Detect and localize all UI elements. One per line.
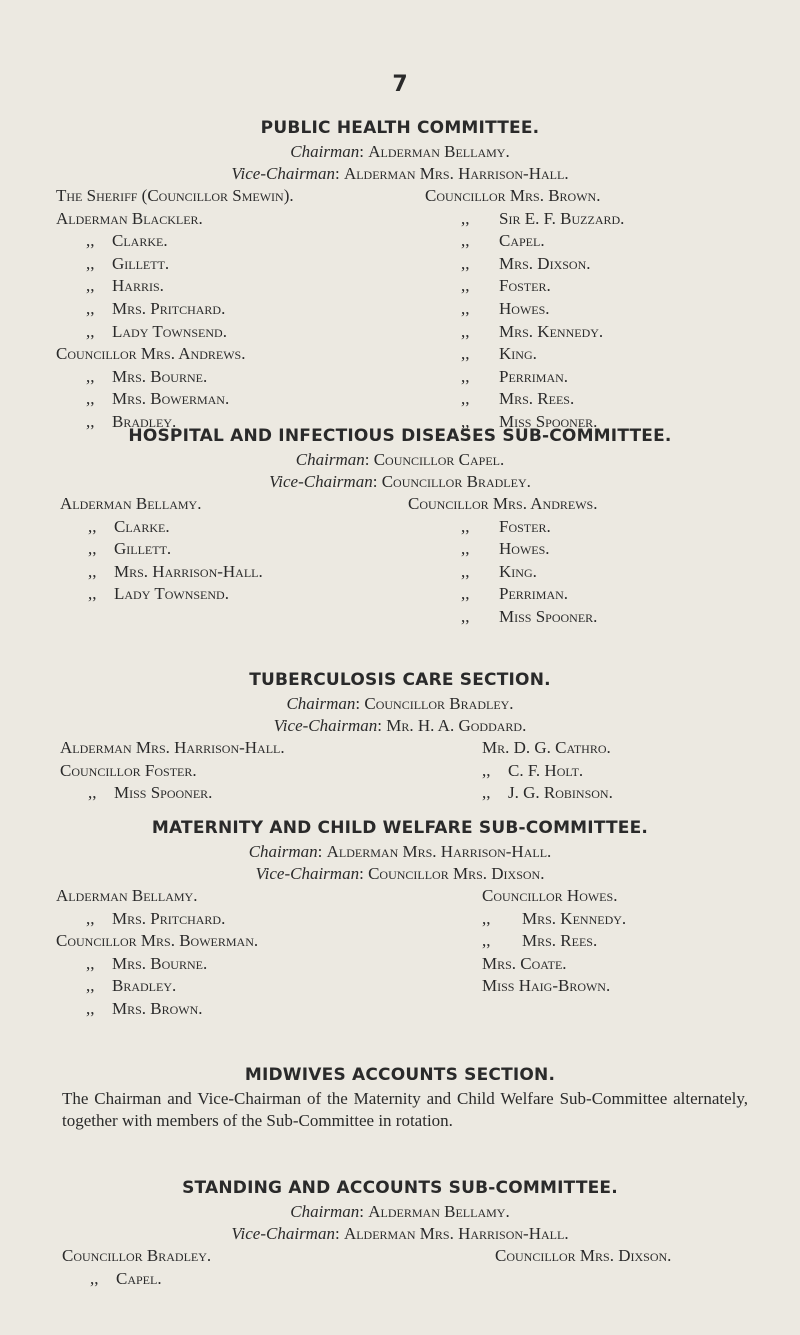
member: ,, Foster. (408, 516, 597, 539)
member: Alderman Blackler. (56, 208, 203, 228)
vice-chairman-line: Vice-Chairman: Alderman Mrs. Harrison-Hall. (231, 1224, 569, 1243)
member: ,, Capel. (62, 1268, 211, 1291)
member: Councillor Bradley. (62, 1246, 212, 1265)
section-heading: HOSPITAL AND INFECTIOUS DISEASES SUB-COMMITTEE. (128, 426, 672, 446)
member: Mrs. Coate. (482, 953, 567, 973)
members-left (62, 1245, 211, 1290)
member: ,, Foster. (425, 275, 624, 298)
ditto-mark: ,, (86, 998, 95, 1018)
member: ,, Miss Spooner. (408, 606, 597, 629)
members-columns (0, 185, 800, 435)
ditto-mark: ,, (461, 606, 470, 626)
ditto-mark: ,, (86, 276, 95, 296)
chairman-line: Chairman: Councillor Capel. (295, 450, 505, 469)
member: Councillor Mrs. Andrews. (56, 344, 246, 364)
member: Councillor Mrs. Brown. (425, 186, 601, 205)
member: ,, King. (408, 561, 597, 584)
member: ,, Mrs. Harrison-Hall. (60, 561, 263, 584)
ditto-mark: ,, (482, 931, 491, 951)
member: ,, Miss Spooner. (60, 782, 285, 805)
member: ,, Lady Townsend. (56, 321, 294, 344)
member: The Sheriff (Councillor Smewin). (56, 186, 294, 205)
member: ,, Clarke. (56, 230, 294, 253)
member: Mr. D. G. Cathro. (482, 738, 611, 757)
vice-chairman-label: Vice-Chairman (255, 864, 360, 883)
member: ,, Mrs. Kennedy. (425, 321, 624, 344)
chairman-label: Chairman (290, 1202, 360, 1221)
member: ,, Mrs. Bourne. (56, 366, 294, 389)
member: ,, Gillett. (56, 253, 294, 276)
chairman-label: Chairman (286, 694, 356, 713)
ditto-mark: ,, (461, 208, 470, 228)
ditto-mark: ,, (461, 516, 470, 536)
member: Alderman Bellamy. (56, 886, 198, 905)
ditto-mark: ,, (461, 561, 470, 581)
vice-chairman-label: Vice-Chairman (269, 472, 373, 491)
member: Councillor Mrs. Andrews. (408, 494, 598, 513)
member: Councillor Mrs. Bowerman. (56, 931, 259, 951)
standing-accounts-sub-committee (0, 1175, 800, 1295)
member: ,, Bradley. (56, 411, 294, 434)
ditto-mark: ,, (86, 298, 95, 318)
member: ,, Mrs. Rees. (482, 930, 626, 953)
vice-chairman-name: Councillor Bradley. (381, 472, 531, 491)
ditto-mark: ,, (86, 411, 95, 431)
member: ,, Mrs. Brown. (56, 998, 258, 1021)
ditto-mark: ,, (88, 516, 97, 536)
section-heading: MATERNITY AND CHILD WELFARE SUB-COMMITTEE. (151, 818, 649, 838)
ditto-mark: ,, (86, 389, 95, 409)
members-right (425, 185, 624, 434)
vice-chairman-label: Vice-Chairman (231, 1224, 335, 1243)
member: ,, Howes. (425, 298, 624, 321)
ditto-mark: ,, (461, 411, 470, 431)
members-columns (0, 737, 800, 812)
ditto-mark: ,, (86, 321, 95, 341)
section-description: The Chairman and Vice-Chairman of the Maternity and Child Welfare Sub-Committee alternately, together with members of the Sub-Committee in rotation. (62, 1089, 748, 1130)
member: ,, Mrs. Rees. (425, 388, 624, 411)
member: ,, Mrs. Bowerman. (56, 388, 294, 411)
member: ,, Howes. (408, 538, 597, 561)
member: Miss Haig-Brown. (482, 976, 611, 996)
section-heading: MIDWIVES ACCOUNTS SECTION. (244, 1065, 556, 1085)
member: ,, Mrs. Kennedy. (482, 908, 626, 931)
vice-chairman-label: Vice-Chairman (231, 164, 335, 183)
ditto-mark: ,, (86, 253, 95, 273)
ditto-mark: ,, (461, 539, 470, 559)
vice-chairman-name: Mr. H. A. Goddard. (386, 716, 527, 735)
chairman-line: Chairman: Councillor Bradley. (286, 694, 514, 713)
page-number: 7 (392, 72, 408, 97)
member: ,, Capel. (425, 230, 624, 253)
vice-chairman-name: Alderman Mrs. Harrison-Hall. (343, 164, 569, 183)
ditto-mark: ,, (482, 760, 491, 780)
ditto-mark: ,, (461, 276, 470, 296)
ditto-mark: ,, (88, 539, 97, 559)
members-right (408, 493, 597, 629)
member: ,, Gillett. (60, 538, 263, 561)
member: ,, Perriman. (408, 583, 597, 606)
member: ,, Clarke. (60, 516, 263, 539)
chairman-name: Councillor Capel. (373, 450, 505, 469)
member: Councillor Howes. (482, 886, 618, 905)
midwives-accounts-section (0, 1062, 800, 1132)
member: Councillor Foster. (60, 760, 197, 780)
chairman-name: Alderman Bellamy. (368, 142, 510, 161)
public-health-committee (0, 115, 800, 435)
ditto-mark: ,, (461, 253, 470, 273)
members-columns (0, 1245, 800, 1295)
member: Alderman Mrs. Harrison-Hall. (60, 738, 285, 757)
section-heading: STANDING AND ACCOUNTS SUB-COMMITTEE. (182, 1178, 618, 1198)
member: ,, Miss Spooner. (425, 411, 624, 434)
chairman-line: Chairman: Alderman Bellamy. (290, 1202, 510, 1221)
section-heading: PUBLIC HEALTH COMMITTEE. (260, 118, 540, 138)
members-left (56, 185, 294, 434)
ditto-mark: ,, (88, 584, 97, 604)
member: ,, C. F. Holt. (482, 760, 613, 783)
tuberculosis-care-section (0, 667, 800, 812)
chairman-label: Chairman (290, 142, 360, 161)
ditto-mark: ,, (461, 366, 470, 386)
vice-chairman-label: Vice-Chairman (273, 716, 378, 735)
member: ,, King. (425, 343, 624, 366)
members-left (56, 885, 258, 1021)
chairman-name: Councillor Bradley. (364, 694, 514, 713)
maternity-child-welfare-sub-committee (0, 815, 800, 1025)
ditto-mark: ,, (461, 344, 470, 364)
ditto-mark: ,, (88, 783, 97, 803)
member: ,, Mrs. Dixson. (425, 253, 624, 276)
vice-chairman-name: Alderman Mrs. Harrison-Hall. (343, 1224, 569, 1243)
ditto-mark: ,, (461, 584, 470, 604)
ditto-mark: ,, (86, 908, 95, 928)
member: ,, Mrs. Pritchard. (56, 298, 294, 321)
member: ,, Mrs. Bourne. (56, 953, 258, 976)
members-left (60, 737, 285, 805)
members-columns (0, 885, 800, 1025)
ditto-mark: ,, (88, 561, 97, 581)
members-right (482, 885, 626, 998)
chairman-line: Chairman: Alderman Mrs. Harrison-Hall. (248, 842, 552, 861)
member: ,, Bradley. (56, 975, 258, 998)
member: Councillor Mrs. Dixson. (495, 1246, 672, 1265)
section-heading: TUBERCULOSIS CARE SECTION. (249, 670, 551, 690)
ditto-mark: ,, (461, 389, 470, 409)
member: ,, Perriman. (425, 366, 624, 389)
members-right (495, 1245, 671, 1268)
member: ,, J. G. Robinson. (482, 782, 613, 805)
ditto-mark: ,, (86, 366, 95, 386)
chairman-label: Chairman (248, 842, 318, 861)
ditto-mark: ,, (482, 908, 491, 928)
ditto-mark: ,, (86, 231, 95, 251)
members-right (482, 737, 613, 805)
member: ,, Harris. (56, 275, 294, 298)
ditto-mark: ,, (461, 321, 470, 341)
member: ,, Sir E. F. Buzzard. (425, 208, 624, 231)
hospital-sub-committee (0, 423, 800, 633)
vice-chairman-line: Vice-Chairman: Alderman Mrs. Harrison-Hall. (231, 164, 569, 183)
vice-chairman-line: Vice-Chairman: Mr. H. A. Goddard. (273, 716, 527, 735)
ditto-mark: ,, (90, 1268, 99, 1288)
ditto-mark: ,, (86, 976, 95, 996)
vice-chairman-line: Vice-Chairman: Councillor Mrs. Dixson. (255, 864, 545, 883)
vice-chairman-line: Vice-Chairman: Councillor Bradley. (269, 472, 531, 491)
ditto-mark: ,, (86, 953, 95, 973)
ditto-mark: ,, (482, 783, 491, 803)
members-left (60, 493, 263, 606)
ditto-mark: ,, (461, 231, 470, 251)
members-columns (0, 493, 800, 633)
vice-chairman-name: Councillor Mrs. Dixson. (368, 864, 545, 883)
member: Alderman Bellamy. (60, 494, 202, 513)
chairman-name: Alderman Mrs. Harrison-Hall. (326, 842, 552, 861)
member: ,, Mrs. Pritchard. (56, 908, 258, 931)
chairman-label: Chairman (295, 450, 365, 469)
chairman-line: Chairman: Alderman Bellamy. (290, 142, 510, 161)
chairman-name: Alderman Bellamy. (368, 1202, 510, 1221)
ditto-mark: ,, (461, 298, 470, 318)
member: ,, Lady Townsend. (60, 583, 263, 606)
